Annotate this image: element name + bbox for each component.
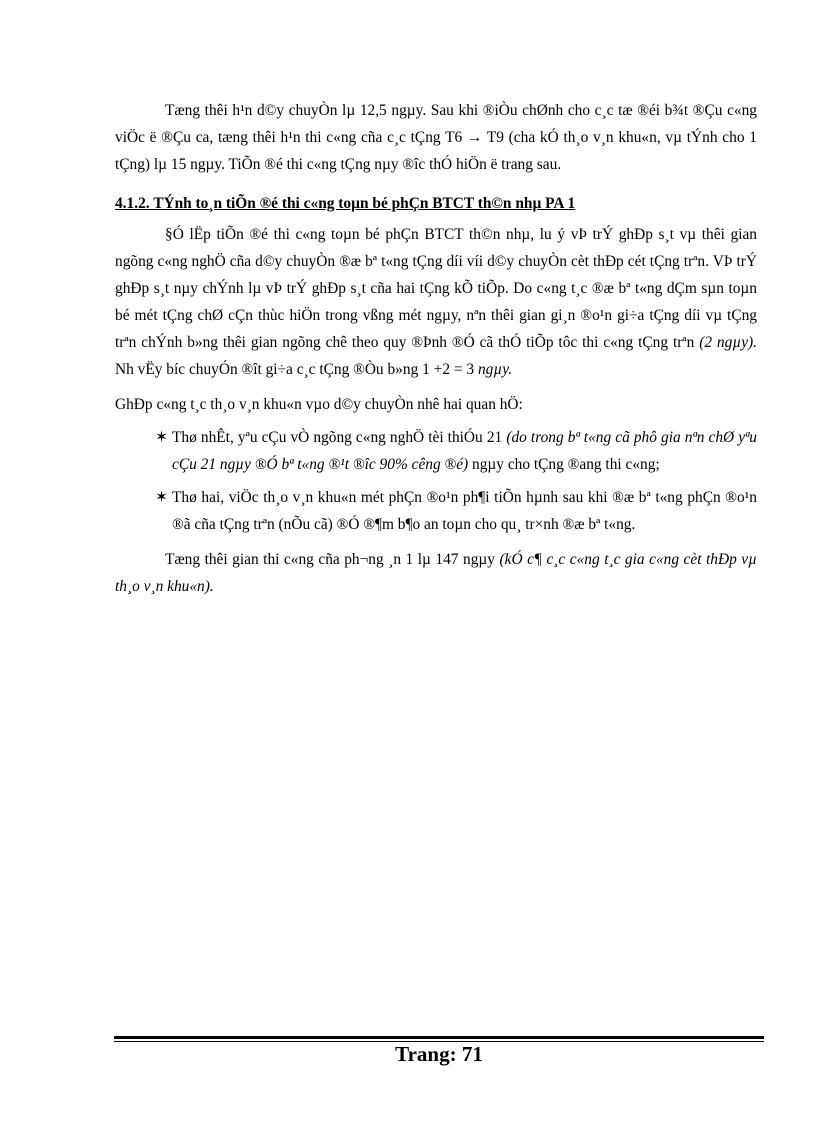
star-bullet-icon: ✶ [155,429,168,446]
paragraph-2-italic: (2 ngµy). [699,334,757,351]
bullet-1-text: Thø nhÊt, yªu cÇu vÒ ngõng c«ng nghÖ tèi thiÓu 21 [172,429,507,446]
paragraph-4-text: Tæng thêi gian thi c«ng cña ph¬ng ¸n 1 lµ 147 ngµy [165,551,500,568]
paragraph-3: GhÐp c«ng t¸c th¸o v¸n khu«n vµo d©y chuyÒn nhê hai quan hÖ: [115,396,523,413]
bullet-item-2 [115,484,757,538]
page-number: Trang: 71 [395,1042,483,1066]
paragraph-2-text: §Ó lËp tiÕn ®é thi c«ng toµn bé phÇn BTCT th©n nhµ, lu ý vÞ trÝ ghÐp s¸t vµ thêi gian ngõng c«ng nghÖ cña d©y chuyÒn ®æ bª t«ng tÇng díi víi d©y chuyÒn cèt thÐp cét tÇng trªn. VÞ trÝ ghÐp s¸t nµy chÝnh lµ vÞ trÝ ghÐp s¸t cña hai tÇng kÕ tiÕp. Do c«ng t¸c ®æ bª t«ng dÇm sµn toµn bé mét tÇng chØ cÇn thùc hiÖn trong vßng mét ngµy, nªn thêi gian gi¸n ®o¹n gi÷a tÇng díi vµ tÇng trªn chÝnh b»ng thêi gian ngõng chê theo quy ®Þnh ®Ó cã thÓ tiÕp tôc thi c«ng tÇng trªn [115,226,757,351]
paragraph-2 [115,221,757,383]
bullet-item-1 [115,424,757,478]
paragraph-1: Tæng thêi h¹n d©y chuyÒn lµ 12,5 ngµy. Sau khi ®iÒu chØnh cho c¸c tæ ®éi b¾t ®Çu c«ng viÖc ë ®Çu ca, tæng thêi h¹n thi c«ng cña c¸c tÇng T6 → T9 (cha kÓ th¸o v¸n khu«n, vµ tÝnh cho 1 tÇng) lµ 15 ngµy. TiÕn ®é thi c«ng tÇng nµy ®îc thÓ hiÖn ë trang sau. [115,102,757,173]
paragraph-2-tail: Nh vËy bíc chuyÓn ®ît gi÷a c¸c tÇng ®Òu b»ng 1 +2 = 3 [115,361,478,378]
bullet-1-italic: (do trong bª t«ng cã phô gia nªn chØ yªu cÇu 21 ngµy ®Ó bª t«ng ®¹t ®îc 90% cêng ®é) [172,429,757,473]
paragraph-4 [115,546,757,600]
star-bullet-icon: ✶ [155,489,168,506]
paragraph-2-italic-2: ngµy. [477,361,513,378]
paragraph-4-italic: (kÓ c¶ c¸c c«ng t¸c gia c«ng cèt thÐp vµ th¸o v¸n khu«n). [115,551,757,595]
section-heading: 4.1.2. TÝnh to¸n tiÕn ®é thi c«ng toµn bé phÇn BTCT th©n nhµ PA 1 [115,195,576,212]
document-body [115,97,757,600]
footer-rule-thick [114,1036,764,1039]
bullet-1-tail: ngµy cho tÇng ®ang thi c«ng; [468,456,660,473]
bullet-2-text: Thø hai, viÖc th¸o v¸n khu«n mét phÇn ®o¹n ph¶i tiÕn hµnh sau khi ®æ bª t«ng phÇn ®o¹n ®ã cña tÇng trªn (nÕu cã) ®Ó ®¶m b¶o an toµn cho qu¸ tr×nh ®æ bª t«ng. [172,489,757,533]
